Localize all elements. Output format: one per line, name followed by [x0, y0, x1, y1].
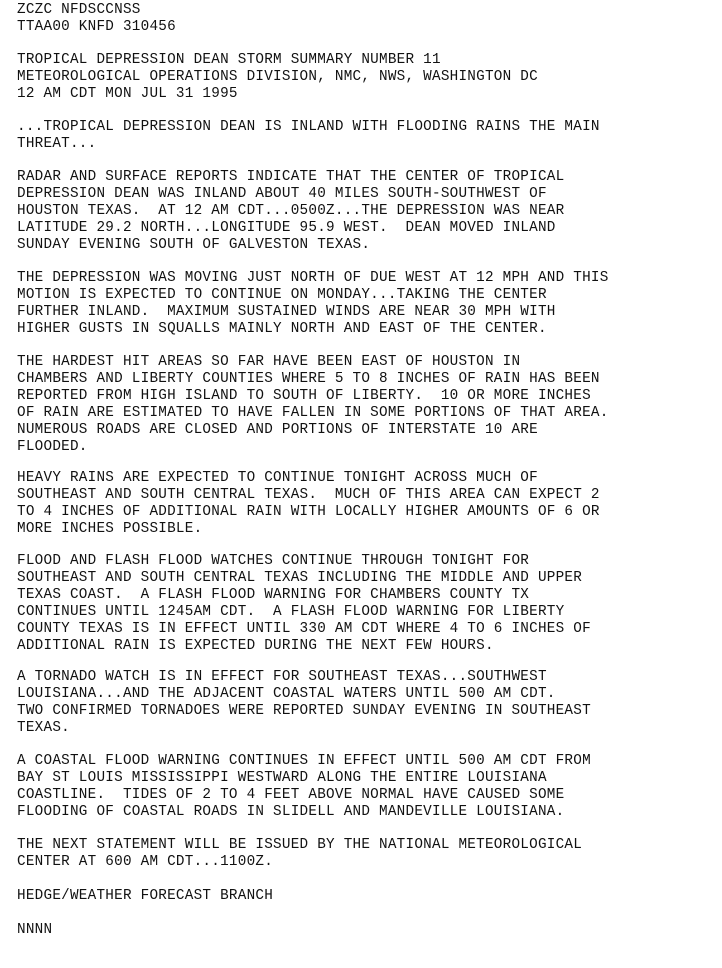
- body-line: SOUTHEAST AND SOUTH CENTRAL TEXAS INCLUDING THE MIDDLE AND UPPER: [17, 570, 583, 586]
- headline-line: THREAT...: [17, 136, 97, 152]
- body-line: THE NEXT STATEMENT WILL BE ISSUED BY THE NATIONAL METEOROLOGICAL: [17, 837, 583, 853]
- body-line: NUMEROUS ROADS ARE CLOSED AND PORTIONS OF INTERSTATE 10 ARE: [17, 422, 538, 438]
- body-line: MORE INCHES POSSIBLE.: [17, 521, 203, 537]
- body-line: SOUTHEAST AND SOUTH CENTRAL TEXAS. MUCH OF THIS AREA CAN EXPECT 2: [17, 487, 600, 503]
- body-line: HOUSTON TEXAS. AT 12 AM CDT...0500Z...THE DEPRESSION WAS NEAR: [17, 203, 565, 219]
- body-line: A TORNADO WATCH IS IN EFFECT FOR SOUTHEAST TEXAS...SOUTHWEST: [17, 669, 547, 685]
- end-marker: NNNN: [17, 922, 53, 938]
- issue-date: 12 AM CDT MON JUL 31 1995: [17, 86, 238, 102]
- body-line: TEXAS.: [17, 720, 70, 736]
- body-line: A COASTAL FLOOD WARNING CONTINUES IN EFFECT UNTIL 500 AM CDT FROM: [17, 753, 591, 769]
- body-line: COASTLINE. TIDES OF 2 TO 4 FEET ABOVE NORMAL HAVE CAUSED SOME: [17, 787, 565, 803]
- body-line: BAY ST LOUIS MISSISSIPPI WESTWARD ALONG THE ENTIRE LOUISIANA: [17, 770, 547, 786]
- body-line: FLOODING OF COASTAL ROADS IN SLIDELL AND MANDEVILLE LOUISIANA.: [17, 804, 565, 820]
- body-line: RADAR AND SURFACE REPORTS INDICATE THAT THE CENTER OF TROPICAL: [17, 169, 565, 185]
- body-line: HEAVY RAINS ARE EXPECTED TO CONTINUE TONIGHT ACROSS MUCH OF: [17, 470, 538, 486]
- signature: HEDGE/WEATHER FORECAST BRANCH: [17, 888, 274, 904]
- body-line: ADDITIONAL RAIN IS EXPECTED DURING THE NEXT FEW HOURS.: [17, 638, 494, 654]
- body-line: HIGHER GUSTS IN SQUALLS MAINLY NORTH AND EAST OF THE CENTER.: [17, 321, 547, 337]
- body-line: FLOODED.: [17, 439, 88, 455]
- body-line: TO 4 INCHES OF ADDITIONAL RAIN WITH LOCALLY HIGHER AMOUNTS OF 6 OR: [17, 504, 600, 520]
- body-line: DEPRESSION DEAN WAS INLAND ABOUT 40 MILES SOUTH-SOUTHWEST OF: [17, 186, 547, 202]
- body-line: TEXAS COAST. A FLASH FLOOD WARNING FOR CHAMBERS COUNTY TX: [17, 587, 530, 603]
- header-code-line: ZCZC NFDSCCNSS: [17, 2, 141, 18]
- body-line: OF RAIN ARE ESTIMATED TO HAVE FALLEN IN SOME PORTIONS OF THAT AREA.: [17, 405, 609, 421]
- body-line: REPORTED FROM HIGH ISLAND TO SOUTH OF LIBERTY. 10 OR MORE INCHES: [17, 388, 591, 404]
- headline-line: ...TROPICAL DEPRESSION DEAN IS INLAND WITH FLOODING RAINS THE MAIN: [17, 119, 600, 135]
- document-title: TROPICAL DEPRESSION DEAN STORM SUMMARY NUMBER 11: [17, 52, 441, 68]
- body-line: MOTION IS EXPECTED TO CONTINUE ON MONDAY...TAKING THE CENTER: [17, 287, 547, 303]
- header-code-line: TTAA00 KNFD 310456: [17, 19, 176, 35]
- body-line: CHAMBERS AND LIBERTY COUNTIES WHERE 5 TO 8 INCHES OF RAIN HAS BEEN: [17, 371, 600, 387]
- body-line: THE DEPRESSION WAS MOVING JUST NORTH OF DUE WEST AT 12 MPH AND THIS: [17, 270, 609, 286]
- body-line: TWO CONFIRMED TORNADOES WERE REPORTED SUNDAY EVENING IN SOUTHEAST: [17, 703, 591, 719]
- issuing-office: METEOROLOGICAL OPERATIONS DIVISION, NMC, NWS, WASHINGTON DC: [17, 69, 538, 85]
- body-line: COUNTY TEXAS IS IN EFFECT UNTIL 330 AM CDT WHERE 4 TO 6 INCHES OF: [17, 621, 591, 637]
- body-line: CONTINUES UNTIL 1245AM CDT. A FLASH FLOOD WARNING FOR LIBERTY: [17, 604, 565, 620]
- body-line: LATITUDE 29.2 NORTH...LONGITUDE 95.9 WEST. DEAN MOVED INLAND: [17, 220, 556, 236]
- body-line: SUNDAY EVENING SOUTH OF GALVESTON TEXAS.: [17, 237, 371, 253]
- body-line: CENTER AT 600 AM CDT...1100Z.: [17, 854, 274, 870]
- body-line: THE HARDEST HIT AREAS SO FAR HAVE BEEN EAST OF HOUSTON IN: [17, 354, 521, 370]
- body-line: LOUISIANA...AND THE ADJACENT COASTAL WATERS UNTIL 500 AM CDT.: [17, 686, 556, 702]
- body-line: FLOOD AND FLASH FLOOD WATCHES CONTINUE THROUGH TONIGHT FOR: [17, 553, 530, 569]
- body-line: FURTHER INLAND. MAXIMUM SUSTAINED WINDS ARE NEAR 30 MPH WITH: [17, 304, 556, 320]
